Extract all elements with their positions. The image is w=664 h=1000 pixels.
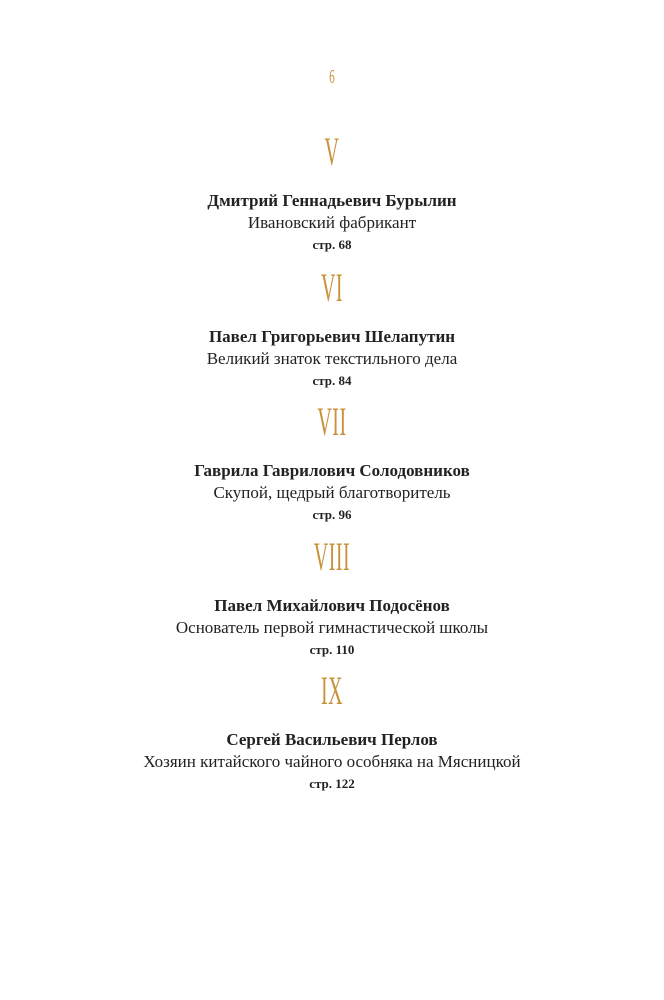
chapter-numeral: VIII xyxy=(313,534,351,579)
page-number: 6 xyxy=(329,66,335,88)
chapter-numeral: VI xyxy=(320,265,344,310)
toc-entry xyxy=(0,399,664,526)
toc-entry xyxy=(0,534,664,661)
toc-entry xyxy=(0,265,664,392)
chapter-subtitle: Ивановский фабрикант xyxy=(247,213,417,232)
chapter-page-ref: стр. 96 xyxy=(312,507,352,522)
toc-entry xyxy=(0,668,664,795)
toc-entry xyxy=(0,129,664,256)
chapter-numeral: IX xyxy=(320,668,344,713)
chapter-page-ref: стр. 84 xyxy=(312,373,352,388)
chapter-numeral: V xyxy=(324,129,340,174)
chapter-subtitle: Великий знаток текстильного дела xyxy=(206,349,458,368)
chapter-page-ref: стр. 110 xyxy=(309,642,355,657)
chapter-page-ref: стр. 68 xyxy=(312,237,352,252)
chapter-page-ref: стр. 122 xyxy=(309,776,355,791)
chapter-numeral: VII xyxy=(317,399,347,444)
chapter-subtitle: Основатель первой гимнастической школы xyxy=(175,618,489,637)
chapter-person-name: Гаврила Гаврилович Солодовников xyxy=(194,461,470,480)
chapter-person-name: Павел Михайлович Подосёнов xyxy=(214,596,450,615)
chapter-person-name: Сергей Васильевич Перлов xyxy=(226,730,438,749)
chapter-person-name: Дмитрий Геннадьевич Бурылин xyxy=(207,191,457,210)
chapter-subtitle: Скупой, щедрый благотворитель xyxy=(213,483,451,502)
chapter-subtitle: Хозяин китайского чайного особняка на Мясницкой xyxy=(143,752,521,771)
chapter-person-name: Павел Григорьевич Шелапутин xyxy=(208,327,456,346)
